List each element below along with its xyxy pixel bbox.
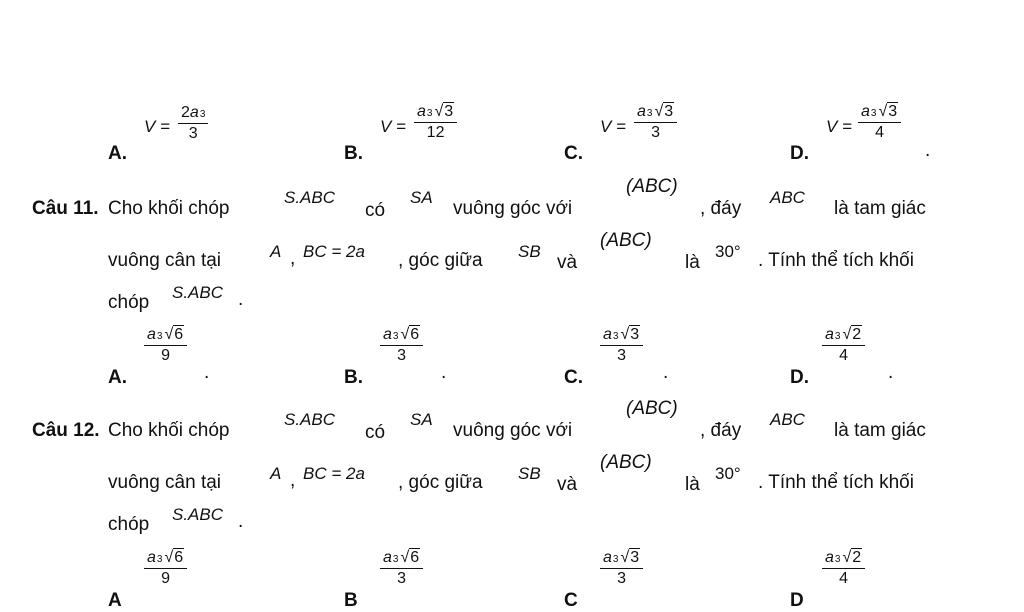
question-11-text: và — [557, 252, 578, 273]
option-d-letter: D. — [790, 143, 809, 164]
q11-option-b-period: . — [441, 362, 447, 383]
question-11-text: . Tính thể tích khối — [758, 250, 914, 271]
q11-option-d-period: . — [888, 362, 894, 383]
q12-option-c-letter: C — [564, 590, 578, 611]
q11-option-b-letter: B. — [344, 367, 363, 388]
question-12-math: ABC — [770, 410, 805, 429]
question-11-math: S.ABC — [172, 283, 224, 302]
question-11-text: , đáy — [700, 198, 742, 219]
q11-option-c-fraction: a 3 √ 3 3 — [600, 325, 643, 365]
question-12-math: BC = 2a — [303, 464, 365, 483]
q11-option-b-fraction: a 3 √ 6 3 — [380, 325, 423, 365]
question-12-label: Câu 12. — [32, 420, 100, 441]
q12-option-b-letter: B — [344, 590, 358, 611]
q12-option-d-letter: D — [790, 590, 804, 611]
q11-option-a-letter: A. — [108, 367, 127, 388]
q11-option-c-period: . — [663, 362, 669, 383]
question-11-text: là — [685, 252, 700, 273]
question-12-math: S.ABC — [284, 410, 336, 429]
question-12-math: A — [270, 464, 282, 483]
question-11-label: Câu 11. — [32, 198, 99, 219]
q11-option-d-fraction: a 3 √ 2 4 — [822, 325, 865, 365]
question-12-text: chóp — [108, 514, 150, 535]
option-b-fraction: a 3 √ 3 12 — [414, 102, 457, 142]
q12-option-a-letter: A — [108, 590, 122, 611]
question-11-period: . — [238, 289, 244, 310]
question-12-text: , — [290, 470, 296, 491]
option-c-fraction: a 3 √ 3 3 — [634, 102, 677, 142]
question-11-text: vuông cân tại — [108, 250, 222, 271]
q12-option-c-fraction: a 3 √ 3 3 — [600, 548, 643, 588]
question-12-math: SB — [518, 464, 541, 483]
question-12-period: . — [238, 511, 244, 532]
question-12-text: , đáy — [700, 420, 742, 441]
question-12-text: là tam giác — [834, 420, 926, 441]
question-12-math: (ABC) — [626, 398, 678, 419]
option-b-letter: B. — [344, 143, 363, 164]
q11-option-a-period: . — [204, 362, 210, 383]
q12-option-d-fraction: a 3 √ 2 4 — [822, 548, 865, 588]
option-c-lhs: V = — [600, 117, 626, 136]
question-12-math: 30° — [715, 464, 741, 483]
question-11-text: Cho khối chóp — [108, 198, 230, 219]
question-11-math: S.ABC — [284, 188, 336, 207]
question-12-text: và — [557, 474, 578, 495]
option-b-lhs: V = — [380, 117, 406, 136]
option-a-lhs: V = — [144, 117, 170, 136]
question-12-text: là — [685, 474, 700, 495]
question-12-math: S.ABC — [172, 505, 224, 524]
q12-option-b-fraction: a 3 √ 6 3 — [380, 548, 423, 588]
question-12-text: vuông góc với — [453, 420, 573, 441]
q11-option-c-letter: C. — [564, 367, 583, 388]
option-a-fraction: 2 a 3 3 — [178, 104, 208, 143]
question-11-math: BC = 2a — [303, 242, 365, 261]
question-11-math: (ABC) — [626, 176, 678, 197]
q11-option-a-fraction: a 3 √ 6 9 — [144, 325, 187, 365]
question-12-text: vuông cân tại — [108, 472, 222, 493]
option-d-fraction: a 3 √ 3 4 — [858, 102, 901, 142]
question-11-math: SB — [518, 242, 541, 261]
question-11-math: 30° — [715, 242, 741, 261]
question-12-text: Cho khối chóp — [108, 420, 230, 441]
question-11-text: , góc giữa — [398, 250, 483, 271]
question-11-math: ABC — [770, 188, 805, 207]
question-11-text: chóp — [108, 292, 150, 313]
option-d-lhs: V = — [826, 117, 852, 136]
question-12-math: SA — [410, 410, 433, 429]
option-c-letter: C. — [564, 143, 583, 164]
option-a-letter: A. — [108, 143, 127, 164]
question-12-math: (ABC) — [600, 452, 652, 473]
question-11-math: A — [270, 242, 282, 261]
question-12-text: , góc giữa — [398, 472, 483, 493]
question-11-text: , — [290, 248, 296, 269]
question-12-text: có — [365, 422, 386, 443]
q11-option-d-letter: D. — [790, 367, 809, 388]
question-12-text: . Tính thể tích khối — [758, 472, 914, 493]
q12-option-a-fraction: a 3 √ 6 9 — [144, 548, 187, 588]
question-11-math: SA — [410, 188, 433, 207]
option-d-period: . — [925, 140, 931, 161]
question-11-text: là tam giác — [834, 198, 926, 219]
question-11-math: (ABC) — [600, 230, 652, 251]
question-11-text: vuông góc với — [453, 198, 573, 219]
question-11-text: có — [365, 200, 386, 221]
